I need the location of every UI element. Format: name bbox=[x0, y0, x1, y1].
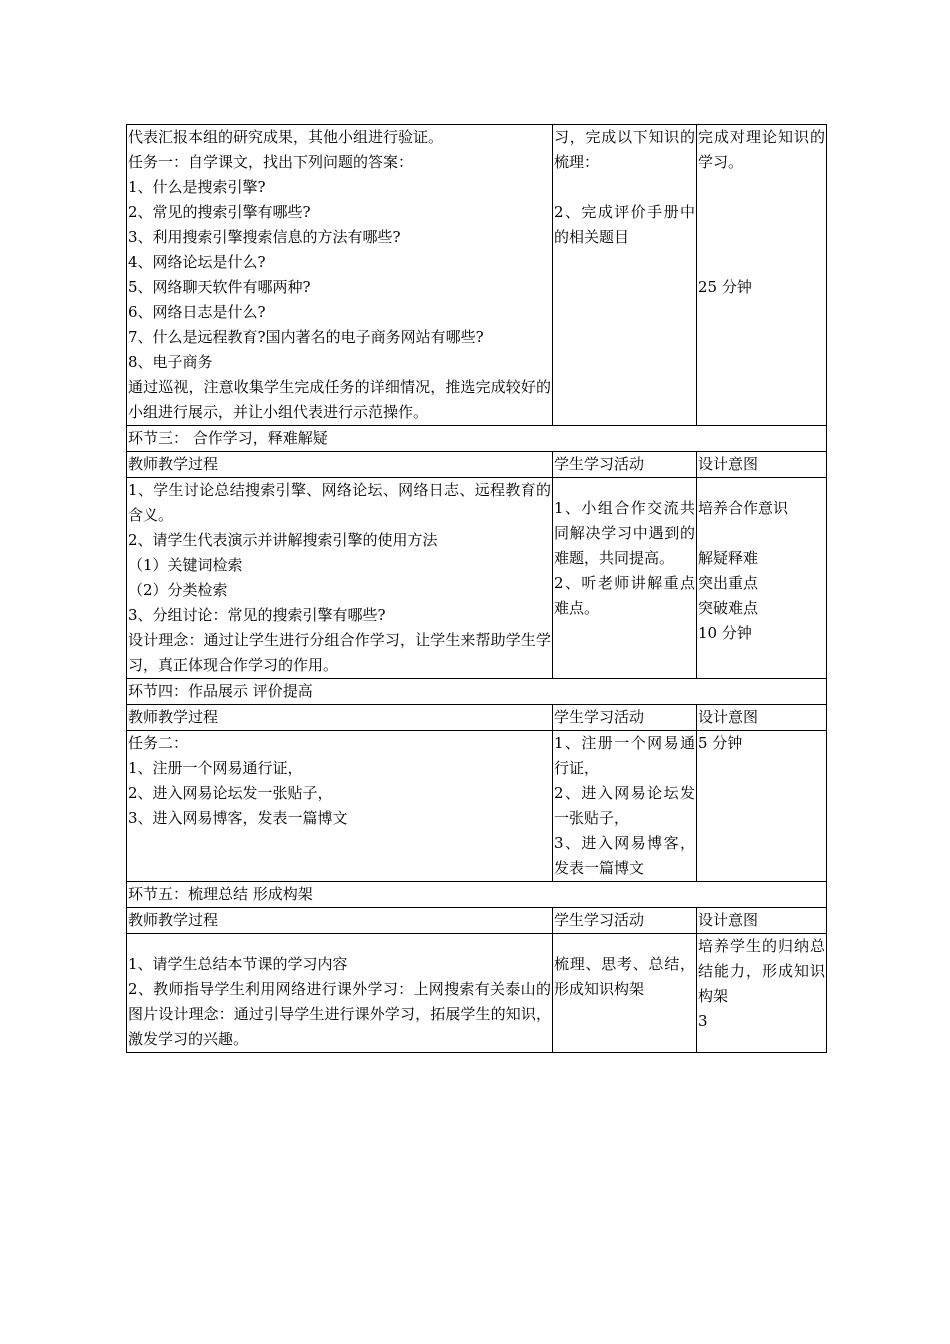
design-intent-text: 培养学生的归纳总结能力，形成知识构架 bbox=[698, 937, 825, 1005]
question-line: 4、网络论坛是什么? bbox=[128, 253, 266, 271]
question-line: 2、常见的搜索引擎有哪些? bbox=[128, 203, 311, 221]
section-four-title-row bbox=[127, 679, 827, 705]
column-header-design: 设计意图 bbox=[697, 452, 827, 478]
teacher-paragraph: 通过巡视，注意收集学生完成任务的详细情况，推选完成较好的小组进行展示，并让小组代表进行示范操作。 bbox=[128, 378, 551, 421]
design-intent-cell bbox=[697, 934, 827, 1053]
question-line: 5、网络聊天软件有哪两种? bbox=[128, 278, 311, 296]
design-intent-text: 解疑释难 bbox=[698, 549, 759, 567]
student-activity-text: 2、完成评价手册中的相关题目 bbox=[554, 203, 695, 246]
column-header-design: 设计意图 bbox=[697, 705, 827, 731]
student-activity-text: 习，完成以下知识的梳理： bbox=[554, 128, 695, 171]
teacher-paragraph: 2、教师指导学生利用网络进行课外学习：上网搜索有关泰山的图片设计理念：通过引导学生进行课外学习，拓展学生的知识，激发学习的兴趣。 bbox=[128, 980, 551, 1048]
question-line: 6、网络日志是什么? bbox=[128, 303, 266, 321]
lesson-plan-table bbox=[126, 124, 827, 1053]
teacher-line: 代表汇报本组的研究成果，其他小组进行验证。 bbox=[128, 128, 444, 146]
column-header-teacher: 教师教学过程 bbox=[127, 908, 553, 934]
design-intent-text: 培养合作意识 bbox=[698, 499, 789, 517]
duration-text: 10 分钟 bbox=[698, 624, 752, 642]
question-line: 8、电子商务 bbox=[128, 353, 213, 371]
student-activity-text: 1、小组合作交流共同解决学习中遇到的难题，共同提高。 bbox=[554, 499, 695, 567]
duration-text: 3 bbox=[698, 1012, 708, 1030]
design-intent-cell bbox=[697, 731, 827, 882]
teacher-line: 任务二： bbox=[128, 734, 189, 752]
section-title: 环节五：梳理总结 形成构架 bbox=[127, 882, 827, 908]
section-four-content-row bbox=[127, 731, 827, 882]
section-five-header-row bbox=[127, 908, 827, 934]
student-activity-text: 3、进入网易博客，发表一篇博文 bbox=[554, 834, 695, 877]
teacher-line: （2）分类检索 bbox=[128, 581, 228, 599]
section-five-content-row bbox=[127, 934, 827, 1053]
column-header-student: 学生学习活动 bbox=[553, 452, 697, 478]
column-header-design: 设计意图 bbox=[697, 908, 827, 934]
teacher-process-cell bbox=[127, 731, 553, 882]
student-activity-text: 2、进入网易论坛发一张贴子， bbox=[554, 784, 695, 827]
teacher-line: 1、请学生总结本节课的学习内容 bbox=[128, 955, 348, 973]
section-title: 环节三： 合作学习，释难解疑 bbox=[127, 426, 827, 452]
teacher-paragraph: 设计理念：通过让学生进行分组合作学习，让学生来帮助学生学习，真正体现合作学习的作用。 bbox=[128, 631, 551, 674]
column-header-teacher: 教师教学过程 bbox=[127, 452, 553, 478]
design-intent-text: 突出重点 bbox=[698, 574, 759, 592]
student-activity-cell bbox=[553, 125, 697, 426]
design-intent-cell bbox=[697, 125, 827, 426]
section-four-header-row bbox=[127, 705, 827, 731]
student-activity-text: 梳理、思考、总结，形成知识构架 bbox=[554, 955, 695, 998]
teacher-process-cell bbox=[127, 934, 553, 1053]
section-five-title-row bbox=[127, 882, 827, 908]
duration-text: 5 分钟 bbox=[698, 734, 743, 752]
student-activity-cell bbox=[553, 478, 697, 679]
section-three-title-row bbox=[127, 426, 827, 452]
teacher-process-cell bbox=[127, 125, 553, 426]
section-three-header-row bbox=[127, 452, 827, 478]
column-header-student: 学生学习活动 bbox=[553, 908, 697, 934]
question-line: 1、什么是搜索引擎? bbox=[128, 178, 266, 196]
question-line: 7、什么是远程教育?国内著名的电子商务网站有哪些? bbox=[128, 328, 484, 346]
design-intent-text: 完成对理论知识的学习。 bbox=[698, 128, 825, 171]
question-line: 3、利用搜索引擎搜索信息的方法有哪些? bbox=[128, 228, 401, 246]
design-intent-cell bbox=[697, 478, 827, 679]
column-header-student: 学生学习活动 bbox=[553, 705, 697, 731]
teacher-line: 任务一：自学课文，找出下列问题的答案： bbox=[128, 153, 414, 171]
column-header-teacher: 教师教学过程 bbox=[127, 705, 553, 731]
student-activity-cell bbox=[553, 934, 697, 1053]
duration-text: 25 分钟 bbox=[698, 278, 752, 296]
teacher-line: 3、分组讨论：常见的搜索引擎有哪些? bbox=[128, 606, 386, 624]
teacher-process-cell bbox=[127, 478, 553, 679]
section-three-content-row bbox=[127, 478, 827, 679]
teacher-line: 1、注册一个网易通行证， bbox=[128, 759, 303, 777]
design-intent-text: 突破难点 bbox=[698, 599, 759, 617]
teacher-line: 2、请学生代表演示并讲解搜索引擎的使用方法 bbox=[128, 531, 438, 549]
teacher-line: （1）关键词检索 bbox=[128, 556, 243, 574]
student-activity-text: 2、听老师讲解重点难点。 bbox=[554, 574, 695, 617]
student-activity-text: 1、注册一个网易通行证， bbox=[554, 734, 695, 777]
lesson-plan-page bbox=[126, 124, 826, 1053]
section-title: 环节四：作品展示 评价提高 bbox=[127, 679, 827, 705]
teacher-paragraph: 1、学生讨论总结搜索引擎、网络论坛、网络日志、远程教育的含义。 bbox=[128, 481, 551, 524]
student-activity-cell bbox=[553, 731, 697, 882]
teacher-line: 2、进入网易论坛发一张贴子， bbox=[128, 784, 333, 802]
teacher-line: 3、进入网易博客，发表一篇博文 bbox=[128, 809, 348, 827]
task-one-row bbox=[127, 125, 827, 426]
